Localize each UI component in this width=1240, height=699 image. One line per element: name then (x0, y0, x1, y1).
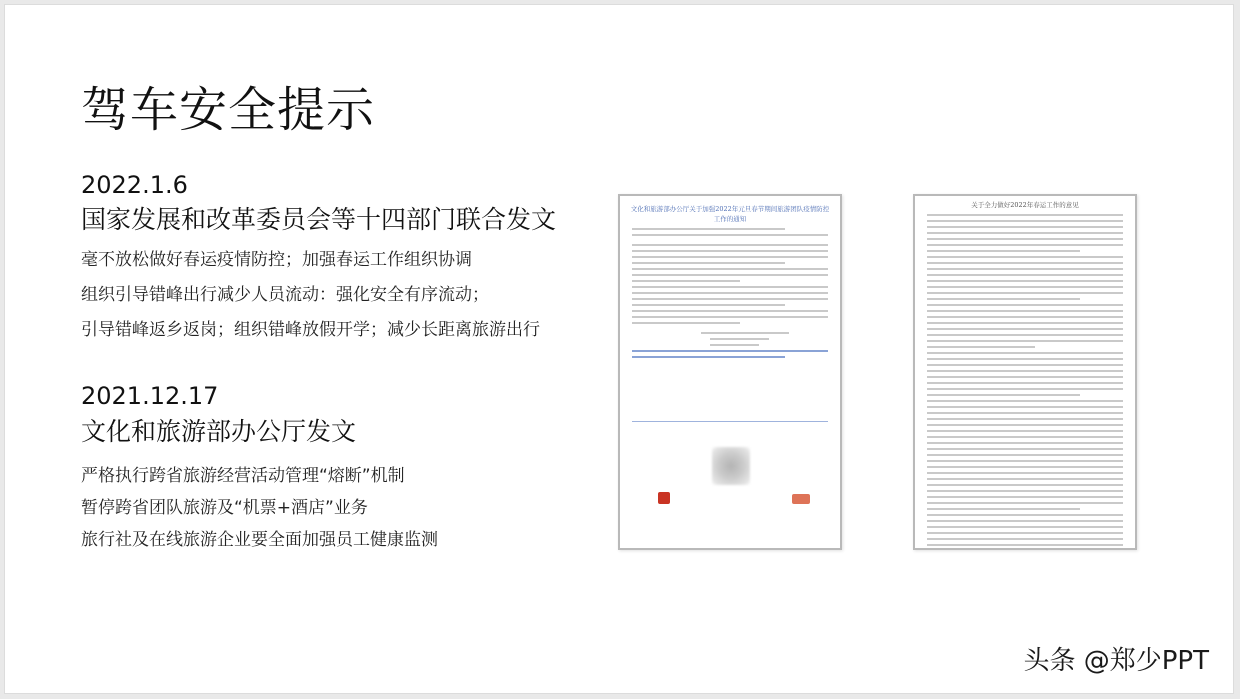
slide (4, 4, 1234, 694)
seal-icon (658, 492, 670, 504)
document-thumbnail-left (618, 194, 842, 550)
section2-bullet-2: 暂停跨省团队旅游及“机票+酒店”业务 (81, 498, 368, 518)
document-left-body (632, 228, 828, 358)
document-right-title: 关于全力做好2022年春运工作的意见 (971, 201, 1079, 209)
logo-icon (792, 494, 810, 504)
document-thumbnail-right (913, 194, 1137, 550)
watermark: 头条 @郑少PPT (1023, 646, 1209, 676)
section1-bullet-2: 组织引导错峰出行减少人员流动：强化安全有序流动； (81, 285, 489, 305)
document-right-body (927, 214, 1123, 550)
section1-heading: 国家发展和改革委员会等十四部门联合发文 (81, 205, 557, 234)
section1-date: 2022.1.6 (81, 171, 188, 199)
document-left-title: 文化和旅游部办公厅关于加强2022年元旦春节期间旅游团队疫情防控工作的通知 (630, 205, 830, 223)
section2-heading: 文化和旅游部办公厅发文 (81, 417, 357, 446)
qr-code-blurred (712, 447, 750, 485)
section1-bullet-1: 毫不放松做好春运疫情防控；加强春运工作组织协调 (81, 250, 472, 270)
section2-date: 2021.12.17 (81, 382, 219, 410)
section2-bullet-1: 严格执行跨省旅游经营活动管理“熔断”机制 (81, 466, 405, 486)
section2-bullet-3: 旅行社及在线旅游企业要全面加强员工健康监测 (81, 530, 438, 550)
section1-bullet-3: 引导错峰返乡返岗；组织错峰放假开学；减少长距离旅游出行 (81, 320, 540, 340)
slide-title: 驾车安全提示 (81, 82, 376, 138)
